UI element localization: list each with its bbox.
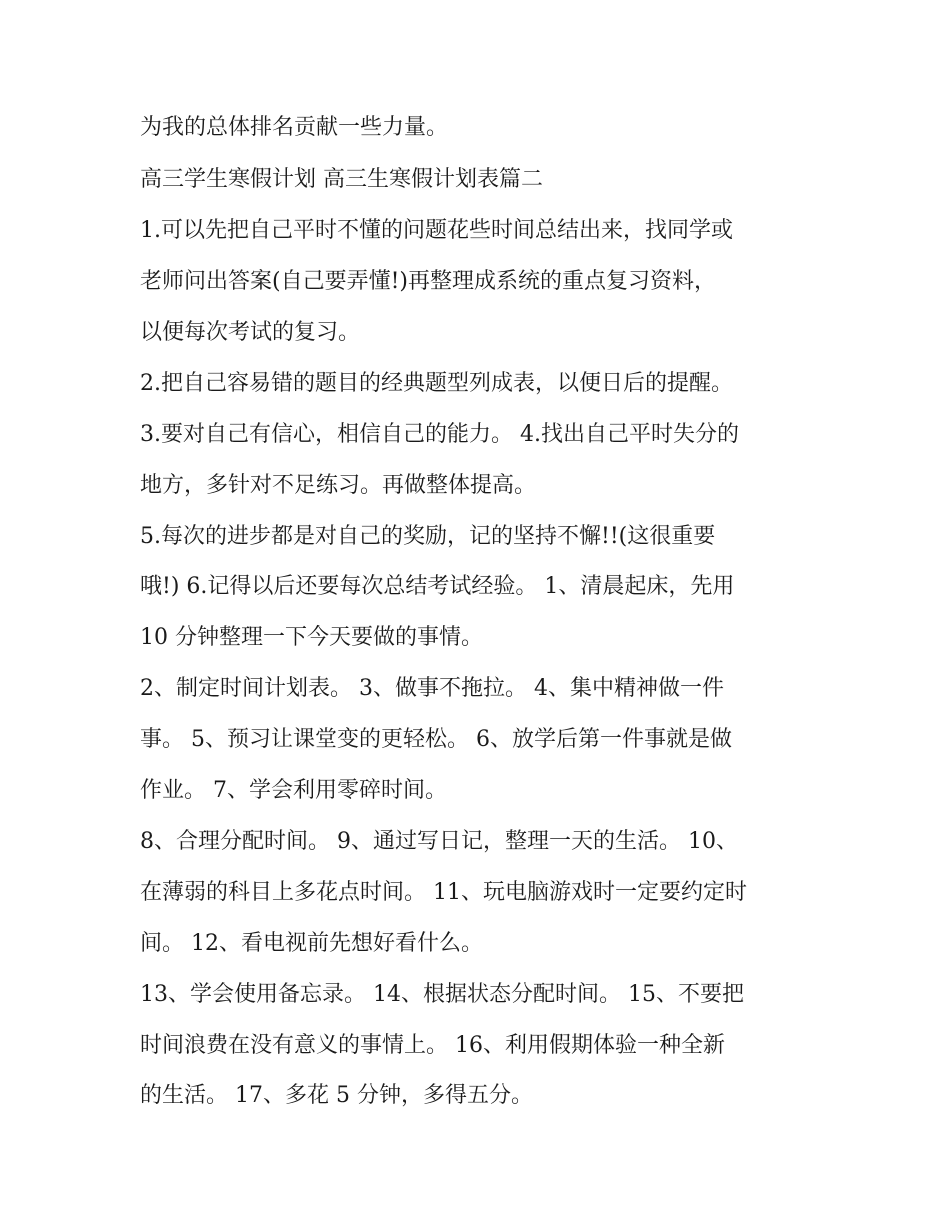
text-line: 5.每次的进步都是对自己的奖励，记的坚持不懈!!(这很重要 [140,524,716,549]
text-line: 在薄弱的科目上多花点时间。 11、玩电脑游戏时一定要约定时 [140,880,747,905]
text-line: 的生活。 17、多花 5 分钟，多得五分。 [140,1083,533,1108]
text-line: 地方，多针对不足练习。再做整体提高。 [140,473,537,498]
text-line: 2、制定时间计划表。 3、做事不拖拉。 4、集中精神做一件 [140,676,724,701]
section-heading: 高三学生寒假计划 高三生寒假计划表篇二 [140,167,543,192]
text-line: 3.要对自己有信心，相信自己的能力。 4.找出自己平时失分的 [140,422,739,447]
text-line: 老师问出答案(自己要弄懂!)再整理成系统的重点复习资料， [140,269,717,294]
text-line: 2.把自己容易错的题目的经典题型列成表，以便日后的提醒。 [140,371,733,396]
text-line: 以便每次考试的复习。 [140,320,361,345]
text-line: 10 分钟整理一下今天要做的事情。 [140,625,483,650]
text-line: 事。 5、预习让课堂变的更轻松。 6、放学后第一件事就是做 [140,727,732,752]
text-line: 作业。 7、学会利用零碎时间。 [140,778,447,803]
text-line: 哦!) 6.记得以后还要每次总结考试经验。 1、清晨起床，先用 [140,574,735,599]
text-line: 时间浪费在没有意义的事情上。 16、利用假期体验一种全新 [140,1033,725,1058]
text-line: 间。 12、看电视前先想好看什么。 [140,931,483,956]
text-line: 13、学会使用备忘录。 14、根据状态分配时间。 15、不要把 [140,982,744,1007]
text-line: 1.可以先把自己平时不懂的问题花些时间总结出来，找同学或 [140,218,733,243]
text-line: 为我的总体排名贡献一些力量。 [140,115,449,140]
text-line: 8、合理分配时间。 9、通过写日记，整理一天的生活。 10、 [140,829,738,854]
